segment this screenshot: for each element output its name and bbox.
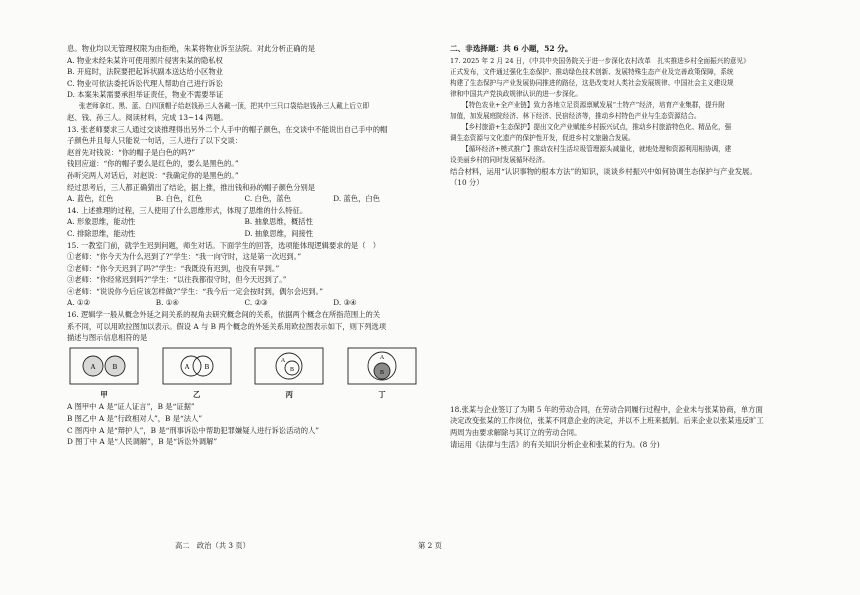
euler-diagram-bing xyxy=(254,347,324,401)
text-line: 15. 一教室门前，就学生迟到问题，师生对话。下面学生的回答，选项能体现逻辑要求的是（ ） xyxy=(67,240,381,250)
text-line: 钱回应道：“你的帽子要么是红色的，要么是黑色的。” xyxy=(67,159,239,169)
circle-a-label: A xyxy=(184,362,190,371)
option-c: C. 物业可依法委托诉讼代理人帮助自己进行诉讼 xyxy=(67,78,223,88)
text-line: 【乡村旅游+生态保护】提出文化产业赋能乡村振兴试点，推动乡村旅游特色化、精品化，强 xyxy=(462,122,732,131)
q15-options xyxy=(67,297,422,309)
text-line: 系不同，可以用欧拉图加以表示。假设 A 与 B 两个概念的外延关系用欧拉图表示如下，则下列选项 xyxy=(67,321,387,331)
text-line: 赵首先对钱说：“你的帽子是白色的吗?” xyxy=(67,147,196,157)
text-line: 16. 逻辑学一般从概念外延之间关系的视角去研究概念间的关系，依据两个概念在所指范围上的关 xyxy=(67,310,381,320)
page-number: 第 2 页 xyxy=(418,541,442,550)
option-c: C. ②③ xyxy=(244,298,268,308)
text-line: 经过思考后，三人都正确猜出了结论，据上推，推出钱和孙的帽子颜色分别是 xyxy=(67,182,316,192)
text-line: 律和中国共产党执政规律认识的进一步深化。 xyxy=(450,89,582,98)
q14-options-row xyxy=(67,216,422,228)
text-line: 赵、钱、孙三人。阅读材料，完成 13~14 两题。 xyxy=(67,112,228,122)
text-line: 构建了生态保护与产业发展协同推进的路径，这是改变对人类社会发展规律、中国社会主义建设规 xyxy=(450,78,734,87)
option-b: B. 开庭时，法院要把起诉状副本送达给小区物业 xyxy=(67,67,223,77)
right-column xyxy=(450,43,805,450)
circle-b-label: B xyxy=(379,369,384,376)
euler-diagrams xyxy=(69,347,417,401)
option-d: D. 抽象思维，间接性 xyxy=(244,228,314,238)
overlapping-circles-figure xyxy=(162,347,232,385)
option-c: C. 白色，蓝色 xyxy=(244,194,291,204)
text-line: 孙听完两人对话后，对赵说：“我确定你的是黑色的。” xyxy=(67,170,239,180)
option-d: D. 本案朱某需要承担举证责任，物业不需要举证 xyxy=(67,90,224,100)
option-b: B. 抽象思维，概括性 xyxy=(244,217,313,227)
diagram-label: 丙 xyxy=(285,389,293,399)
circle-a-label: A xyxy=(90,362,96,371)
text-line: ④老师：“说说你今后应该怎样做?”学生：“我今后一定会按时到，偶尔会迟到。” xyxy=(67,286,323,296)
question-task: 结合材料，运用“认识事物的根本方法”的知识，谈谈乡村振兴中如何协调生态保护与产业发展。 xyxy=(450,166,757,176)
question-18 xyxy=(450,404,805,450)
option-a: A 图甲中 A 是“证人证言”，B 是“证据” xyxy=(67,402,195,412)
text-line: 18.张某与企业签订了为期 5 年的劳动合同，在劳动合同履行过程中，企业未与张某协商，单方面 xyxy=(450,404,763,414)
q13-options xyxy=(67,193,422,205)
option-d: D. 蓝色，白色 xyxy=(333,194,380,204)
text-line: ③老师：“你经常迟到吗?”学生：“以往我都很守时，但今天迟到了。” xyxy=(67,275,287,285)
text-line: ①老师：“你今天为什么迟到了?”学生：“我一向守时，这是第一次迟到。” xyxy=(67,252,302,262)
question-17 xyxy=(450,56,805,189)
text-line: 描述与图示信息相符的是 xyxy=(67,333,148,343)
diagram-label: 乙 xyxy=(193,389,201,399)
option-a: A. 形象思维，能动性 xyxy=(67,217,136,227)
question-16 xyxy=(67,309,422,448)
text-line: 设美丽乡村的同时发展循环经济。 xyxy=(450,155,549,164)
q14-options-row xyxy=(67,228,422,240)
text-line: 两周为由要求解除与其订立的劳动合同。 xyxy=(450,427,582,437)
option-d: D. ③④ xyxy=(333,298,357,308)
footer-subject: 高二 政治（共 3 页） xyxy=(175,541,250,550)
circle-a-label: A xyxy=(379,354,385,361)
disjoint-circles-figure xyxy=(69,347,139,385)
text-line: 正式发布，文件通过强化生态保护、推动绿色技术创新、发展特殊生态产业及完善政策保障，系统 xyxy=(450,67,734,76)
circle-a-label: A xyxy=(281,357,286,364)
question-14 xyxy=(67,205,422,240)
diagram-label: 丁 xyxy=(378,389,386,399)
text-line: 子颜色并且每人只能说一句话，三人进行了以下交谈： xyxy=(67,136,243,146)
left-column xyxy=(67,43,422,448)
euler-diagram-jia xyxy=(69,347,139,401)
option-c: C. 排除思维，能动性 xyxy=(67,228,136,238)
nested-circles-figure xyxy=(254,347,324,385)
circle-b-label: B xyxy=(204,362,209,371)
text-line: ②老师：“你今天迟到了吗?”学生：“我既没有迟到，也没有早到。” xyxy=(67,263,280,273)
option-b: B. 白色，红色 xyxy=(155,194,203,204)
option-b: B 图乙中 A 是“行政相对人”，B 是“法人” xyxy=(67,414,203,424)
circle-b-label: B xyxy=(112,362,118,371)
text-line: 加值，加发展庭院经济、林下经济、民宿经济等，推动乡村特色产业与生态资源结合。 xyxy=(450,111,701,120)
euler-diagram-ding xyxy=(347,347,417,401)
option-a: A. ①② xyxy=(67,298,90,308)
text-line: 请运用《法律与生活》的有关知识分析企业和张某的行为。(8 分) xyxy=(450,439,660,449)
question-13 xyxy=(67,124,422,205)
nested-shaded-circles-figure xyxy=(347,347,417,385)
question-12-tail xyxy=(67,43,422,101)
circle-b-label: B xyxy=(290,366,295,373)
text-line: 张老师拿红、黑、蓝、白四顶帽子给赵钱孙三人各戴一顶，把其中三只口袋给赵钱孙三人戴上后立即 xyxy=(79,101,370,110)
q13-14-intro xyxy=(67,101,422,124)
text-line: 14. 上述推理的过程，三人使用了什么思维形式，体现了思维的什么特征。 xyxy=(67,205,308,215)
text-line: 【特色农业+全产业链】致力各地立足资源禀赋发展“土特产”经济，培育产业集群，提升附 xyxy=(462,100,725,109)
section-title: 二、非选择题：共 6 小题，52 分。 xyxy=(450,44,573,53)
option-b: B. ①④ xyxy=(155,298,179,308)
score: （10 分） xyxy=(450,178,484,188)
option-a: A. 蓝色，红色 xyxy=(67,194,114,204)
text-line: 【循环经济+模式推广】推动农村生活垃圾管理源头减量化，就地处理和资源利用相协调，建 xyxy=(462,144,732,153)
question-15 xyxy=(67,240,422,310)
euler-diagram-yi xyxy=(162,347,232,401)
option-c: C 图丙中 A 是“辩护人”，B 是“刑事诉讼中帮助犯罪嫌疑人进行诉讼活动的人” xyxy=(67,425,320,435)
option-a: A. 物业未经朱某许可使用照片侵害朱某的隐私权 xyxy=(67,55,223,65)
text-line: 调生态资源与文化遗产的保护性开发，促进乡村文旅融合发展。 xyxy=(450,133,635,142)
text-line: 息。物业均以无管理权限为由拒绝，朱某将物业诉至法院。对此分析正确的是 xyxy=(67,44,316,53)
option-d: D 图丁中 A 是“人民调解”，B 是“诉讼外调解” xyxy=(67,437,218,447)
text-line: 13. 张老师要求三人通过交谈推理得出另外二个人手中的帽子颜色，在交谈中不能说出自己手中的帽 xyxy=(67,124,388,134)
text-line: 决定改变张某的工作岗位，张某不同意企业的决定，并以不上班来抵制。后来企业以张某违反旷工 xyxy=(450,416,764,426)
text-line: 17. 2025 年 2 月 24 日，《中共中央国务院关于进一步深化农村改革 扎实推进乡村全面振兴的意见》 xyxy=(450,56,750,65)
diagram-label: 甲 xyxy=(100,389,108,399)
